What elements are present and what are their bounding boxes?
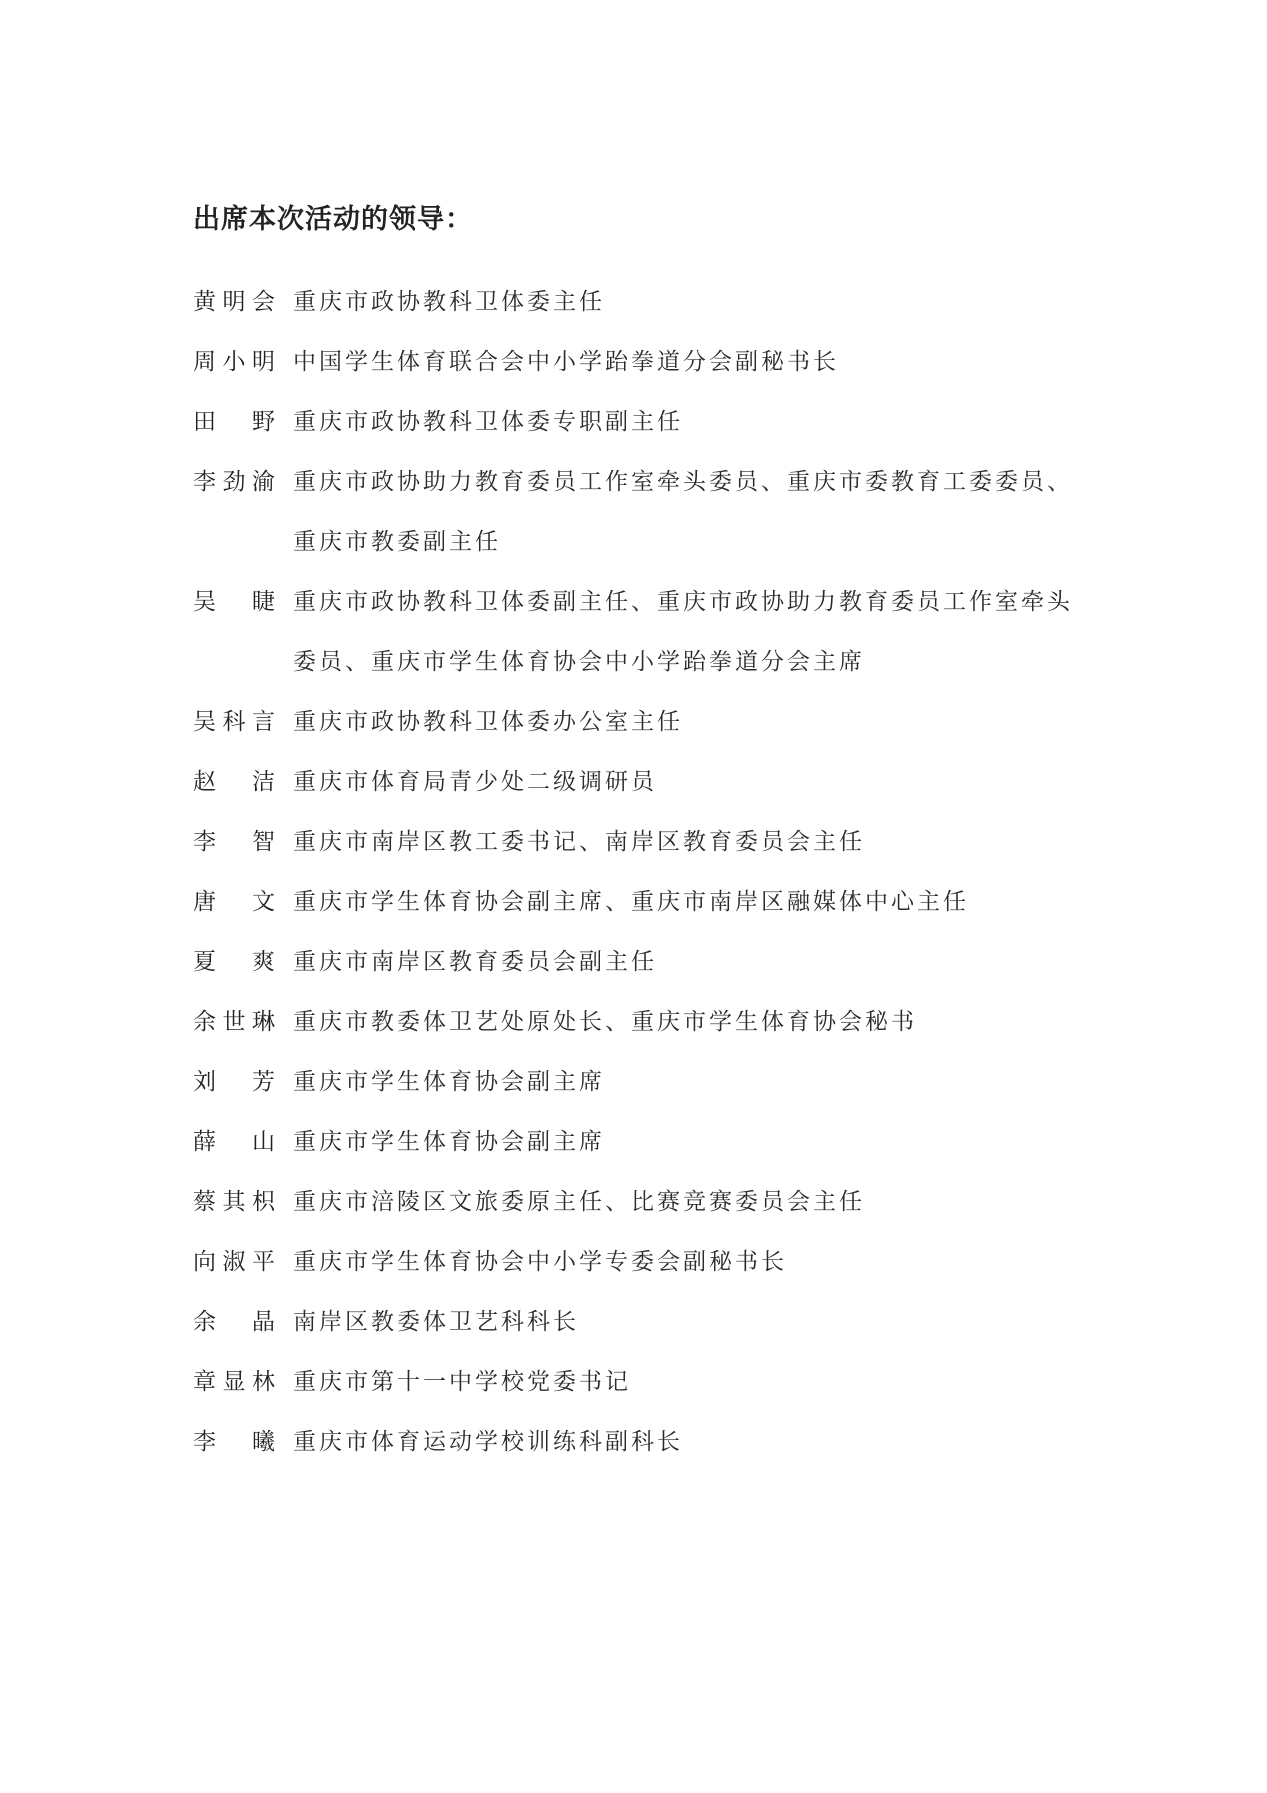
leader-title: 重庆市政协教科卫体委副主任、重庆市政协助力教育委员工作室牵头委员、重庆市学生体育协会中小学跆拳道分会主席 <box>293 589 1073 675</box>
list-item <box>193 872 1083 932</box>
name-char: 晶 <box>252 1309 275 1335</box>
list-item <box>193 572 1083 692</box>
list-item <box>193 1292 1083 1352</box>
name-char: 田 <box>193 409 216 435</box>
leader-title: 重庆市政协助力教育委员工作室牵头委员、重庆市委教育工委委员、重庆市教委副主任 <box>293 469 1073 555</box>
leader-name <box>193 1172 275 1232</box>
name-char: 林 <box>252 1369 275 1395</box>
name-char: 曦 <box>252 1429 275 1455</box>
name-char: 睫 <box>252 589 275 615</box>
page-heading: 出席本次活动的领导： <box>193 204 473 235</box>
leader-name <box>193 752 275 812</box>
name-char: 周 <box>193 349 216 375</box>
leader-title: 重庆市学生体育协会副主席、重庆市南岸区融媒体中心主任 <box>293 889 969 915</box>
name-char: 世 <box>222 1009 246 1035</box>
list-item <box>193 272 1083 332</box>
list-item <box>193 332 1083 392</box>
name-char: 芳 <box>252 1069 275 1095</box>
leader-title: 重庆市体育运动学校训练科副科长 <box>293 1429 683 1455</box>
name-char: 吴 <box>193 589 216 615</box>
leader-title: 重庆市涪陵区文旅委原主任、比赛竞赛委员会主任 <box>293 1189 865 1215</box>
list-item <box>193 1412 1083 1472</box>
name-char: 刘 <box>193 1069 216 1095</box>
name-char: 吴 <box>193 709 216 735</box>
list-item <box>193 1352 1083 1412</box>
name-char: 赵 <box>193 769 216 795</box>
list-item <box>193 752 1083 812</box>
name-char: 李 <box>193 829 216 855</box>
name-char: 李 <box>193 469 216 495</box>
leader-title: 中国学生体育联合会中小学跆拳道分会副秘书长 <box>293 349 839 375</box>
leader-title: 重庆市政协教科卫体委主任 <box>293 289 605 315</box>
leader-name <box>193 932 275 992</box>
name-char: 山 <box>252 1129 275 1155</box>
list-item <box>193 992 1083 1052</box>
leader-name <box>193 332 275 392</box>
leader-name <box>193 392 275 452</box>
leader-title: 重庆市第十一中学校党委书记 <box>293 1369 631 1395</box>
leader-title: 重庆市体育局青少处二级调研员 <box>293 769 657 795</box>
leader-title: 重庆市南岸区教育委员会副主任 <box>293 949 657 975</box>
name-char: 琳 <box>252 1009 275 1035</box>
name-char: 文 <box>252 889 275 915</box>
name-char: 余 <box>193 1309 216 1335</box>
leader-title: 重庆市学生体育协会中小学专委会副秘书长 <box>293 1249 787 1275</box>
name-char: 渝 <box>252 469 275 495</box>
list-item <box>193 1172 1083 1232</box>
name-char: 薛 <box>193 1129 216 1155</box>
name-char: 明 <box>252 349 275 375</box>
name-char: 科 <box>222 709 246 735</box>
name-char: 爽 <box>252 949 275 975</box>
list-item <box>193 692 1083 752</box>
name-char: 淑 <box>222 1249 246 1275</box>
name-char: 平 <box>252 1249 275 1275</box>
name-char: 言 <box>252 709 275 735</box>
name-char: 唐 <box>193 889 216 915</box>
leader-name <box>193 692 275 752</box>
name-char: 会 <box>252 289 275 315</box>
leader-name <box>193 1352 275 1412</box>
leader-name <box>193 1292 275 1352</box>
name-char: 野 <box>252 409 275 435</box>
leader-name <box>193 1232 275 1292</box>
name-char: 枳 <box>252 1189 275 1215</box>
leader-list <box>193 272 1083 1472</box>
name-char: 小 <box>222 349 246 375</box>
name-char: 余 <box>193 1009 216 1035</box>
name-char: 章 <box>193 1369 216 1395</box>
leader-name <box>193 572 275 632</box>
leader-title: 重庆市政协教科卫体委专职副主任 <box>293 409 683 435</box>
list-item <box>193 1112 1083 1172</box>
leader-name <box>193 1052 275 1112</box>
name-char: 蔡 <box>193 1189 216 1215</box>
leader-name <box>193 872 275 932</box>
list-item <box>193 1232 1083 1292</box>
name-char: 洁 <box>252 769 275 795</box>
name-char: 向 <box>193 1249 216 1275</box>
leader-name <box>193 992 275 1052</box>
name-char: 其 <box>222 1189 246 1215</box>
leader-name <box>193 452 275 512</box>
name-char: 黄 <box>193 289 216 315</box>
name-char: 明 <box>222 289 246 315</box>
name-char: 夏 <box>193 949 216 975</box>
leader-name <box>193 272 275 332</box>
leader-name <box>193 1112 275 1172</box>
leader-name <box>193 1412 275 1472</box>
name-char: 李 <box>193 1429 216 1455</box>
list-item <box>193 932 1083 992</box>
leader-title: 重庆市学生体育协会副主席 <box>293 1069 605 1095</box>
name-char: 劲 <box>222 469 246 495</box>
leader-title: 重庆市教委体卫艺处原处长、重庆市学生体育协会秘书 <box>293 1009 917 1035</box>
leader-title: 重庆市学生体育协会副主席 <box>293 1129 605 1155</box>
leader-title: 重庆市政协教科卫体委办公室主任 <box>293 709 683 735</box>
leader-name <box>193 812 275 872</box>
name-char: 显 <box>222 1369 246 1395</box>
list-item <box>193 392 1083 452</box>
name-char: 智 <box>252 829 275 855</box>
leader-title: 重庆市南岸区教工委书记、南岸区教育委员会主任 <box>293 829 865 855</box>
list-item <box>193 1052 1083 1112</box>
leader-title: 南岸区教委体卫艺科科长 <box>293 1309 579 1335</box>
list-item <box>193 452 1083 572</box>
list-item <box>193 812 1083 872</box>
